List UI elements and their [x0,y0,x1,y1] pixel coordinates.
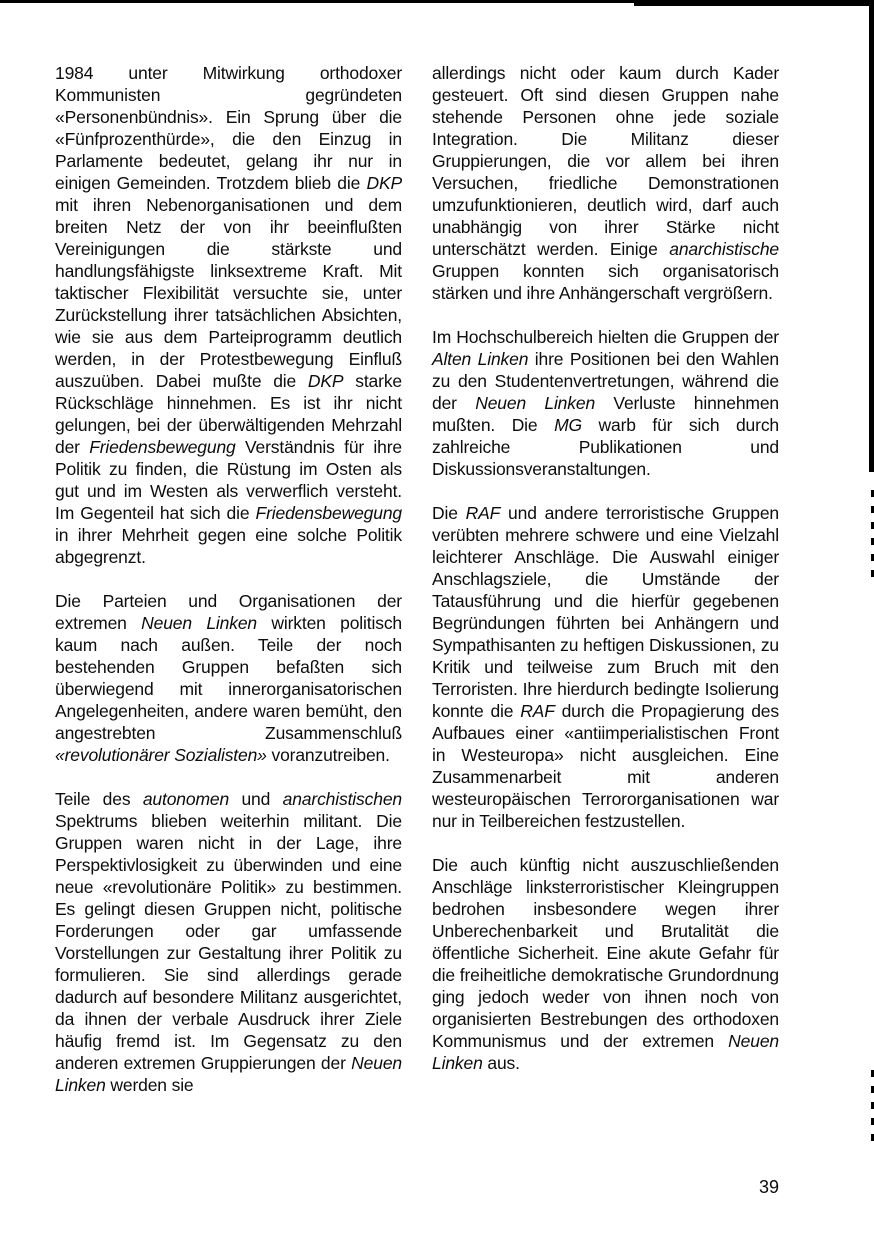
text-run: wirkten politisch kaum nach außen. Teile der noch bestehenden Gruppen befaßten sich überwiegend mit innerorganisatorischen Angelegenheiten, andere waren bemüht, den angestrebten Zusammenschluß [55,613,402,743]
text-run: allerdings nicht oder kaum durch Kader gesteuert. Oft sind diesen Gruppen nahe stehende Personen ohne jede soziale Integration. Die Militanz dieser Gruppierungen, die vor allem bei ihren Versuchen, friedliche Demonstrationen umzufunktionieren, deutlich wird, darf auch unabhängig von ihrer Stärke nicht unterschätzt werden. Einige [432,63,779,259]
paragraph [432,502,779,832]
text-run: durch die Propagierung des Aufbaues einer «antiimperialistischen Front in Westeuropa» nicht ausgleichen. Eine Zusammenarbeit mit anderen westeuropäischen Terrororganisationen war nur in Teilbereichen festzustellen. [432,701,779,831]
scan-artifact-right-edge [869,0,874,472]
paragraph [55,62,402,568]
text-run: starke Rückschläge hinnehmen. Es ist ihr nicht gelungen, bei der überwältigenden Mehrzahl der [55,371,403,457]
italic-text-run: Alten Linken [432,349,529,369]
italic-text-run: DKP [307,371,344,391]
text-run: Gruppen konnten sich organisatorisch stärken und ihre Anhängerschaft vergrößern. [432,261,779,303]
paragraph [432,326,779,480]
text-run: warb für sich durch zahlreiche Publikationen und Diskussionsveranstaltungen. [432,415,780,479]
text-run: mit ihren Nebenorganisationen und dem breiten Netz der von ihr beeinflußten Vereinigungen die stärkste und handlungsfähigste linksextreme Kraft. Mit taktischer Flexibilität versuchte sie, unter Zurückstellung ihrer tatsächlichen Absichten, wie sie aus dem Parteiprogramm deutlich werden, in der Protestbewegung Einfluß auszuüben. Dabei mußte die [55,195,402,391]
text-run: in ihrer Mehrheit gegen eine solche Politik abgegrenzt. [55,525,402,567]
italic-text-run: autonomen [142,789,230,809]
italic-text-run: anarchistische [669,239,779,259]
text-run: Die auch künftig nicht auszuschließenden Anschläge linksterroristischer Kleingruppen bedrohen insbesondere wegen ihrer Unberechenbarkeit und Brutalität die öffentliche Sicherheit. Eine akute Gefahr für die freiheitliche demokratische Grundordnung ging jedoch weder von ihnen noch von organisierten Bestrebungen des orthodoxen Kommunismus und der extremen [432,855,779,1051]
italic-text-run: MG [554,415,582,435]
text-run: voranzutreiben. [266,745,390,765]
text-run: 1984 unter Mitwirkung orthodoxer Kommunisten gegründeten «Personenbündnis». Ein Sprung über die «Fünfprozenthürde», die den Einzug in Parlamente bedeutet, gelang ihr nur in einigen Gemeinden. Trotzdem blieb die [55,63,402,193]
italic-text-run: Neuen Linken [55,1053,402,1095]
text-run: aus. [482,1053,520,1073]
paragraph [55,590,402,766]
italic-text-run: Neuen Linken [475,393,596,413]
text-run: Teile des [55,789,143,809]
text-run: Die Parteien und Organisationen der extremen [55,591,402,633]
italic-text-run: DKP [366,173,402,193]
paragraph [432,854,779,1074]
italic-text-run: Friedensbewegung [255,503,402,523]
italic-text-run: RAF [520,701,555,721]
text-run: Verständnis für ihre Politik zu finden, die Rüstung im Osten als gut und im Westen als verwerflich versteht. Im Gegenteil hat sich die [55,437,402,523]
text-run: Verluste hinnehmen mußten. Die [432,393,780,435]
italic-text-run: «revolutionärer Sozialisten» [55,745,267,765]
italic-text-run: Neuen Linken [432,1031,779,1073]
italic-text-run: Friedensbewegung [89,437,236,457]
paragraph [432,62,779,304]
italic-text-run: anarchistischen [282,789,402,809]
paragraph [55,788,402,1096]
text-run: Im Hochschulbereich hielten die Gruppen der [432,327,779,347]
text-run: ihre Positionen bei den Wahlen zu den Studentenvertretungen, während die der [432,349,779,413]
text-column-left [55,62,402,1118]
text-run: Die [432,503,466,523]
text-run: werden sie [105,1075,194,1095]
text-column-right [432,62,779,1096]
text-run: und andere terroristische Gruppen verübten mehrere schwere und eine Vielzahl leichterer Anschläge. Die Auswahl einiger Anschlagsziele, die Umstände der Tatausführung und die hierfür gegebenen Begründungen führten bei Anhängern und Sympathisanten zu heftigen Diskussionen, zu Kritik und teilweise zum Bruch mit den Terroristen. Ihre hierdurch bedingte Isolierung konnte die [432,503,779,721]
text-run: Spektrums blieben weiterhin militant. Die Gruppen waren nicht in der Lage, ihre Perspektivlosigkeit zu überwinden und eine neue «revolutionäre Politik» zu bestimmen. Es gelingt diesen Gruppen nicht, politische Forderungen oder gar umfassende Vorstellungen zur Gestaltung ihrer Politik zu formulieren. Sie sind allerdings gerade dadurch auf besondere Militanz ausgerichtet, da ihnen der verbale Ausdruck ihrer Ziele häufig fremd ist. Im Gegensatz zu den anderen extremen Gruppierungen der [55,811,402,1073]
italic-text-run: RAF [465,503,501,523]
italic-text-run: Neuen Linken [141,613,257,633]
scan-artifact-top-right-corner [634,0,874,6]
page-number: 39 [758,1177,779,1197]
text-run: und [229,789,283,809]
